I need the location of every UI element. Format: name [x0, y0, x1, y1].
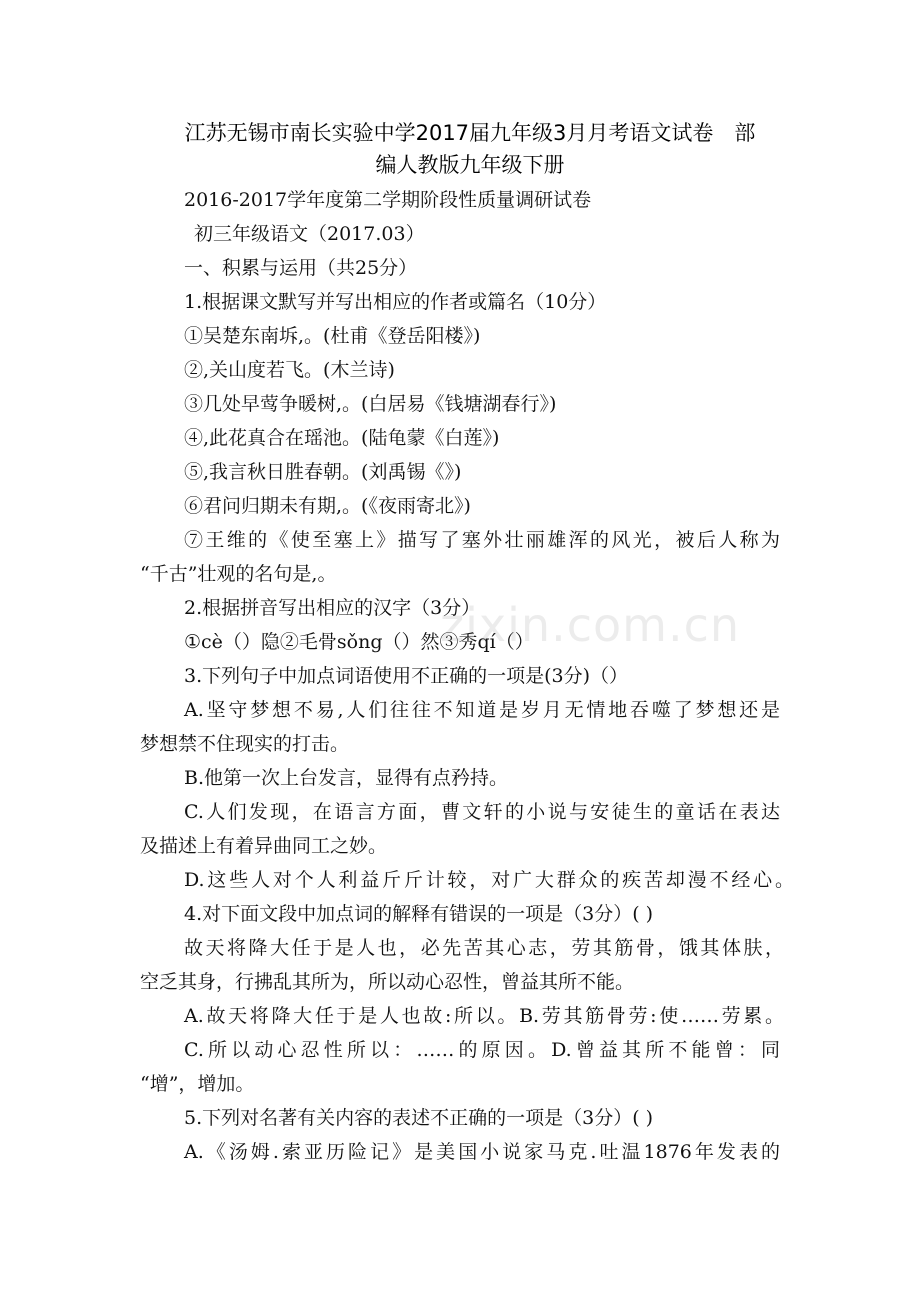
question-5-option-a: A.《汤姆.索亚历险记》是美国小说家马克.吐温1876年发表的: [184, 1141, 780, 1163]
question-3-option-a-cont: 梦想禁不住现实的打击。: [140, 733, 350, 755]
document-title-line-2: 编人教版九年级下册: [375, 153, 565, 177]
question-1-item-3: ③几处早莺争暖树,。(白居易《钱塘湖春行》): [184, 393, 557, 415]
question-4-options-cd: C.所以动心忍性所以：……的原因。D.曾益其所不能曾：同: [184, 1039, 780, 1061]
question-3-option-b: B.他第一次上台发言，显得有点矜持。: [184, 767, 509, 789]
question-1-item-6: ⑥君问归期未有期,。(《夜雨寄北》): [184, 495, 471, 517]
question-4-passage-cont: 空乏其身，行拂乱其所为，所以动心忍性，曾益其所不能。: [140, 971, 635, 993]
question-2-stem: 2.根据拼音写出相应的汉字（3分）: [184, 597, 481, 619]
question-5-stem: 5.下列对名著有关内容的表述不正确的一项是（3分）( ): [184, 1107, 654, 1129]
document-title-line-1: 江苏无锡市南长实验中学2017届九年级3月月考语文试卷 部: [184, 121, 756, 145]
question-3-stem: 3.下列句子中加点词语使用不正确的一项是(3分)（）: [184, 665, 629, 687]
question-4-stem: 4.对下面文段中加点词的解释有错误的一项是（3分）( ): [184, 903, 654, 925]
question-3-option-c-cont: 及描述上有着异曲同工之妙。: [140, 835, 388, 857]
question-4-passage: 故天将降大任于是人也，必先苦其心志，劳其筋骨，饿其体肤，: [184, 937, 784, 959]
question-1-item-1: ①吴楚东南坼,。(杜甫《登岳阳楼》): [184, 325, 481, 347]
question-1-item-5: ⑤,我言秋日胜春朝。(刘禹锡《》): [184, 461, 462, 483]
question-3-option-c: C.人们发现，在语言方面，曹文轩的小说与安徒生的童话在表达: [184, 801, 780, 823]
watermark-text: zixin.com.cn: [440, 598, 741, 652]
question-1-item-4: ④,此花真合在瑶池。(陆龟蒙《白莲》): [184, 427, 500, 449]
grade-subject-date: 初三年级语文（2017.03）: [194, 223, 425, 245]
question-1-item-7: ⑦王维的《使至塞上》描写了塞外壮丽雄浑的风光，被后人称为: [184, 529, 780, 551]
question-4-options-ab: A.故天将降大任于是人也故:所以。B.劳其筋骨劳:使……劳累。: [184, 1005, 784, 1027]
question-1-stem: 1.根据课文默写并写出相应的作者或篇名（10分）: [184, 291, 607, 313]
question-4-options-cd-cont: “增”，增加。: [140, 1073, 255, 1095]
question-1-item-2: ②,关山度若飞。(木兰诗): [184, 359, 395, 381]
question-2-items: ①cè（）隐②毛骨sǒng（）然③秀qí（）: [184, 631, 534, 653]
section-heading-1: 一、积累与运用（共25分）: [184, 257, 418, 279]
exam-subtitle: 2016-2017学年度第二学期阶段性质量调研试卷: [184, 189, 592, 211]
question-3-option-a: A.坚守梦想不易,人们往往不知道是岁月无情地吞噬了梦想还是: [184, 699, 780, 721]
question-3-option-d: D.这些人对个人利益斤斤计较，对广大群众的疾苦却漫不经心。: [184, 869, 794, 891]
question-1-item-7-cont: “千古”壮观的名句是,。: [140, 563, 337, 585]
